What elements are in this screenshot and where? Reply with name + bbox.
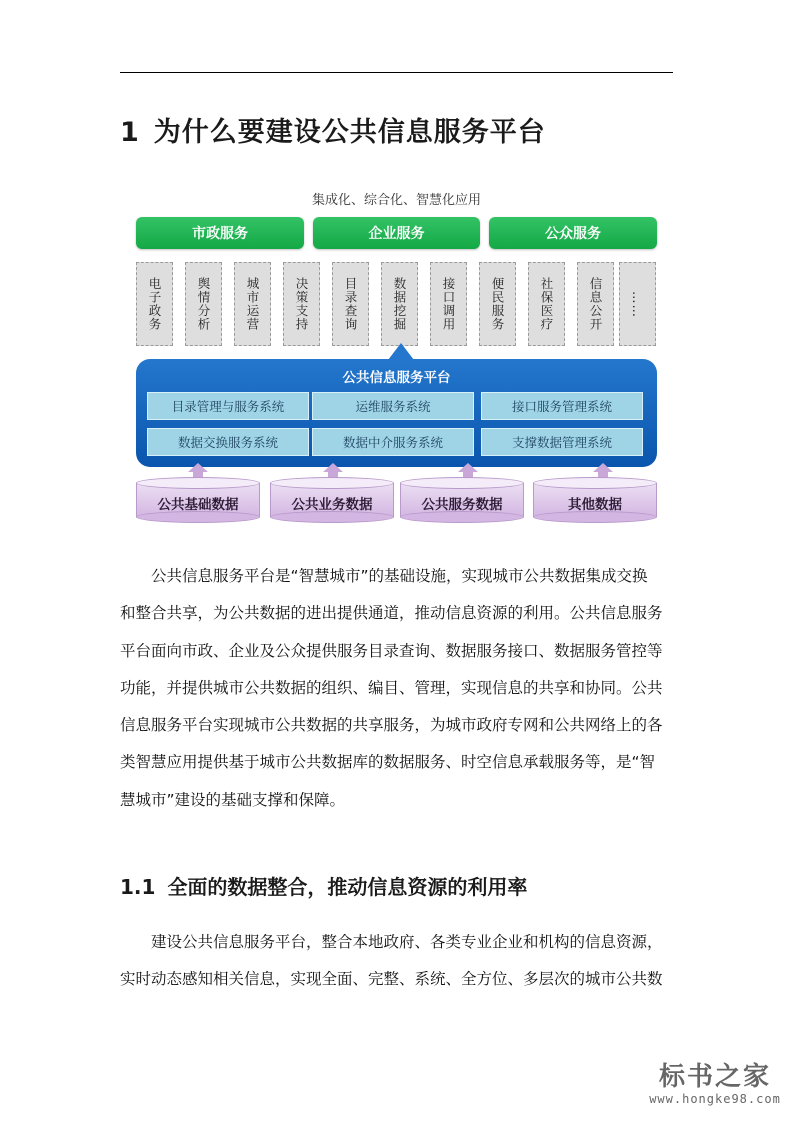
app-label: 目录查询 xyxy=(343,277,358,331)
app-box xyxy=(577,262,614,346)
app-box xyxy=(283,262,320,346)
system-box: 数据中介服务系统 xyxy=(312,428,474,456)
body-paragraph-2 xyxy=(120,924,673,999)
header-rule xyxy=(120,72,673,73)
app-label: 信息公开 xyxy=(588,277,603,331)
app-box xyxy=(528,262,565,346)
paragraph-line: 类智慧应用提供基于城市公共数据库的数据服务、时空信息承载服务等，是“智 xyxy=(120,753,656,772)
app-box xyxy=(136,262,173,346)
paragraph-line: 实时动态感知相关信息，实现全面、完整、系统、全方位、多层次的城市公共数 xyxy=(120,970,663,989)
section-heading xyxy=(120,110,546,149)
database-label: 其他数据 xyxy=(568,497,622,513)
subsection-heading xyxy=(120,871,527,900)
platform-pointer xyxy=(388,343,414,360)
app-label: 舆情分析 xyxy=(196,277,211,331)
app-box xyxy=(430,262,467,346)
watermark-title: 标书之家 xyxy=(658,1062,771,1092)
app-box xyxy=(234,262,271,346)
app-box xyxy=(332,262,369,346)
app-label: 数据挖掘 xyxy=(392,277,407,331)
database-cylinder xyxy=(400,477,524,523)
site-watermark xyxy=(640,1062,790,1106)
section-title: 为什么要建设公共信息服务平台 xyxy=(153,117,546,148)
app-box xyxy=(479,262,516,346)
service-bar-enterprise: 企业服务 xyxy=(313,217,480,249)
system-box: 运维服务系统 xyxy=(312,392,474,420)
system-box: 目录管理与服务系统 xyxy=(147,392,309,420)
subsection-number: 1.1 xyxy=(120,875,156,899)
paragraph-line: 信息服务平台实现城市公共数据的共享服务，为城市政府专网和公共网络上的各 xyxy=(120,716,663,735)
body-paragraph-1 xyxy=(120,558,673,819)
paragraph-line: 平台面向市政、企业及公众提供服务目录查询、数据服务接口、数据服务管控等 xyxy=(120,641,663,660)
diagram-top-label: 集成化、综合化、智慧化应用 xyxy=(311,193,481,208)
architecture-diagram xyxy=(120,185,673,530)
paragraph-line: 功能，并提供城市公共数据的组织、编目、管理，实现信息的共享和协同。公共 xyxy=(120,678,663,697)
database-cylinder xyxy=(533,477,657,523)
database-label: 公共服务数据 xyxy=(421,497,503,513)
section-number: 1 xyxy=(120,117,140,148)
app-label: 便民服务 xyxy=(490,277,505,331)
paragraph-line: 慧城市”建设的基础支撑和保障。 xyxy=(120,790,346,809)
app-label: 电子政务 xyxy=(147,277,162,331)
platform-block xyxy=(136,359,657,467)
app-label: 接口调用 xyxy=(441,277,456,331)
platform-title: 公共信息服务平台 xyxy=(342,370,451,386)
service-bar-public: 公众服务 xyxy=(489,217,657,249)
database-label: 公共业务数据 xyxy=(291,497,373,513)
app-box-more xyxy=(619,262,656,346)
paragraph-line: 建设公共信息服务平台，整合本地政府、各类专业企业和机构的信息资源， xyxy=(151,933,663,951)
database-label: 公共基础数据 xyxy=(157,497,239,513)
app-label: 社保医疗 xyxy=(539,277,554,331)
app-label: 决策支持 xyxy=(294,277,309,331)
database-cylinder xyxy=(270,477,394,523)
app-box xyxy=(381,262,418,346)
subsection-title: 全面的数据整合，推动信息资源的利用率 xyxy=(167,875,528,899)
system-box: 支撑数据管理系统 xyxy=(481,428,643,456)
paragraph-line: 和整合共享，为公共数据的进出提供通道，推动信息资源的利用。公共信息服务 xyxy=(120,604,663,623)
system-box: 接口服务管理系统 xyxy=(481,392,643,420)
database-cylinder xyxy=(136,477,260,523)
app-label: 城市运营 xyxy=(245,277,260,331)
app-label-more: …… xyxy=(630,290,645,318)
paragraph-line: 公共信息服务平台是“智慧城市”的基础设施，实现城市公共数据集成交换 xyxy=(151,567,648,585)
app-box xyxy=(185,262,222,346)
watermark-url: www.hongke98.com xyxy=(649,1092,781,1106)
system-box: 数据交换服务系统 xyxy=(147,428,309,456)
service-bar-municipal: 市政服务 xyxy=(136,217,304,249)
